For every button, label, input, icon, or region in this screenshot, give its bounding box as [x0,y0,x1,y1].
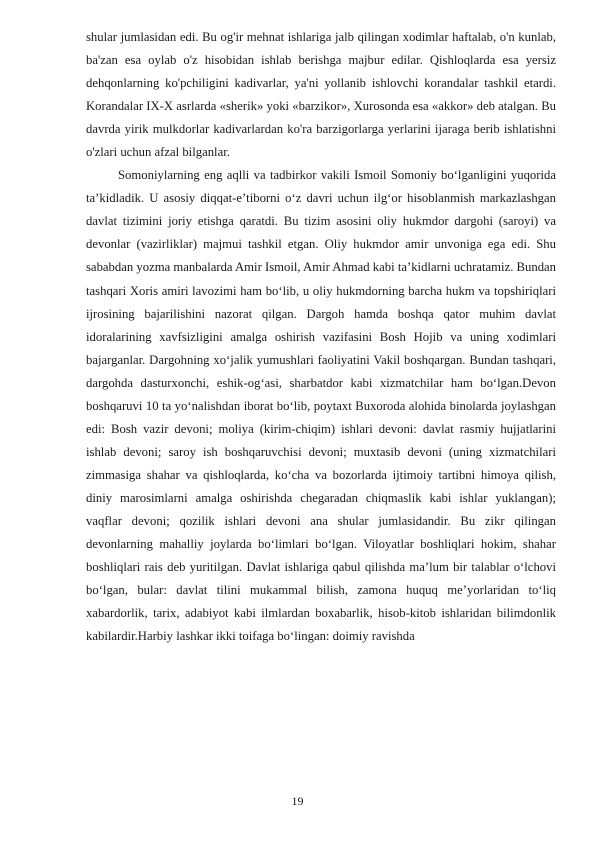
page-number: 19 [291,794,304,808]
paragraph-2: Somoniylarning eng aqlli va tadbirkor vakili Ismoil Somoniy bo‘lganligini yuqorida taʼkidladik. U asosiy diqqat-eʼtiborni oʻz davri uchun ilgʻor hisoblanmish markazlashgan davlat tizimini joriy etishga qaratdi. Bu tizim asosini oliy hukmdor dargohi (saroyi) va devonlar (vazirliklar) majmui tashkil etgan. Oliy hukmdor amir unvoniga ega edi. Shu sababdan yozma manbalarda Amir Ismoil, Amir Ahmad kabi taʼkidlarni uchratamiz. Bundan tashqari Xoris amiri lavozimi ham boʻlib, u oliy hukmdorning barcha hukm va topshiriqlari ijrosining bajarilishini nazorat qilgan. Dargoh hamda boshqa qator muhim davlat idoralarining xavfsizligini amalga oshirish vazifasini Bosh Hojib va uning xodimlari bajarganlar. Dargohning xoʻjalik yumushlari faoliyatini Vakil boshqargan. Bundan tashqari, dargohda dasturxonchi, eshik-ogʻasi, sharbatdor kabi xizmatchilar ham boʻlgan.Devon boshqaruvi 10 ta yoʻnalishdan iborat boʻlib, poytaxt Buxoroda alohida binolarda joylashgan edi: Bosh vazir devoni; moliya (kirim-chiqim) ishlari devoni: davlat rasmiy hujjatlarini ishlab devoni; saroy ish boshqaruvchisi devoni; muxtasib devoni (uning xizmatchilari zimmasiga shahar va qishloqlarda, koʻcha va bozorlarda ijtimoiy tartibni himoya qilish, diniy marosimlarni amalga oshirishda chegaradan chiqmaslik kabi ishlar yuklangan); vaqflar devoni; qozilik ishlari devoni ana shular jumlasidandir. Bu zikr qilingan devonlarning mahalliy joylarda boʻlimlari boʻlgan. Viloyatlar boshliqlari hokim, shahar boshliqlari rais deb yuritilgan. Davlat ishlariga qabul qilishda maʼlum bir talablar oʻlchovi boʻlgan, bular: davlat tilini mukammal bilish, zamona huquq meʼyorlaridan toʻliq xabardorlik, tarix, adabiyot kabi ilmlardan boxabarlik, hisob-kitob ishlaridan bilimdonlik kabilardir.Harbiy lashkar ikki toifaga boʻlingan: doimiy ravishda [86,168,557,644]
body-text [86,26,556,648]
paragraph-1: shular jumlasidan edi. Bu og'ir mehnat ishlariga jalb qilingan xodimlar haftalab, o'n kunlab, ba'zan esa oylab o'z hisobidan ishlab berishga majbur edilar. Qishloqlarda esa yersiz dehqonlarning ko'pchiligini kadivarlar, ya'ni yollanib ishlovchi korandalar tashkil etardi. Korandalar IX-X asrlarda «sherik» yoki «barzikor», Xurosonda esa «akkor» deb atalgan. Bu davrda yirik mulkdorlar kadivarlardan ko'ra barzigorlarga yerlarini ijaraga berib ishlatishni o'zlari uchun afzal bilganlar. [86,30,556,160]
